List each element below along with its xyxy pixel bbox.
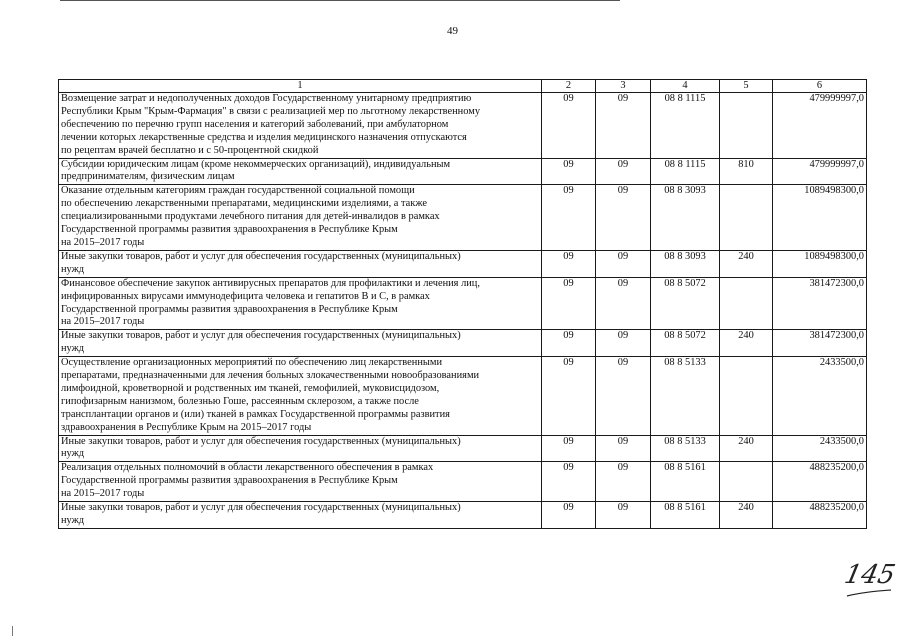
row-subsection-code: 09	[596, 502, 651, 529]
row-expense-type: 240	[720, 250, 773, 277]
table-header-row	[59, 80, 867, 93]
row-amount: 479999997,0	[773, 93, 867, 159]
row-section-code: 09	[542, 277, 596, 330]
handwritten-page-mark	[841, 560, 898, 600]
table-row	[59, 277, 867, 330]
row-expense-type	[720, 462, 773, 502]
table-row	[59, 435, 867, 462]
scan-edge-mark	[12, 626, 13, 636]
row-description: Осуществление организационных мероприятий по обеспечению лиц лекарственными препаратами, предназначенными для лечения больных злокачественными новообразованиями лимфоидной, кроветворной и родственных им тканей, гемофилией, муковисцидозом, гипофизарным нанизмом, болезнью Гоше, рассеянным склерозом, а также после трансплантации органов и (или) тканей в рамках Государственной программы развития здравоохранения в Республике Крым на 2015–2017 годы	[59, 357, 542, 435]
row-section-code: 09	[542, 250, 596, 277]
row-section-code: 09	[542, 330, 596, 357]
column-header-2: 2	[542, 80, 596, 93]
row-description: Реализация отдельных полномочий в области лекарственного обеспечения в рамках Государственной программы развития здравоохранения в Республике Крым на 2015–2017 годы	[59, 462, 542, 502]
row-expense-type: 810	[720, 158, 773, 185]
table-row	[59, 357, 867, 435]
row-amount: 488235200,0	[773, 462, 867, 502]
row-target-article: 08 8 5133	[651, 357, 720, 435]
row-amount: 381472300,0	[773, 277, 867, 330]
table-row	[59, 185, 867, 251]
row-subsection-code: 09	[596, 330, 651, 357]
row-expense-type: 240	[720, 330, 773, 357]
column-header-3: 3	[596, 80, 651, 93]
table-row	[59, 462, 867, 502]
row-section-code: 09	[542, 158, 596, 185]
row-description: Иные закупки товаров, работ и услуг для обеспечения государственных (муниципальных) нужд	[59, 330, 542, 357]
row-expense-type	[720, 185, 773, 251]
row-description: Иные закупки товаров, работ и услуг для обеспечения государственных (муниципальных) нужд	[59, 502, 542, 529]
row-target-article: 08 8 5161	[651, 502, 720, 529]
table-row	[59, 250, 867, 277]
row-subsection-code: 09	[596, 357, 651, 435]
row-section-code: 09	[542, 357, 596, 435]
row-target-article: 08 8 1115	[651, 158, 720, 185]
row-subsection-code: 09	[596, 277, 651, 330]
row-expense-type: 240	[720, 435, 773, 462]
row-amount: 2433500,0	[773, 435, 867, 462]
row-description: Субсидии юридическим лицам (кроме некоммерческих организаций), индивидуальным предпринимателям, физическим лицам	[59, 158, 542, 185]
column-header-4: 4	[651, 80, 720, 93]
row-section-code: 09	[542, 462, 596, 502]
row-section-code: 09	[542, 435, 596, 462]
page-top-rule	[60, 0, 620, 1]
signature-underline-icon	[845, 560, 895, 600]
row-amount: 1089498300,0	[773, 250, 867, 277]
row-expense-type: 240	[720, 502, 773, 529]
row-amount: 488235200,0	[773, 502, 867, 529]
row-description: Иные закупки товаров, работ и услуг для обеспечения государственных (муниципальных) нужд	[59, 250, 542, 277]
row-expense-type	[720, 357, 773, 435]
row-section-code: 09	[542, 185, 596, 251]
row-amount: 479999997,0	[773, 158, 867, 185]
row-target-article: 08 8 5072	[651, 277, 720, 330]
row-description: Финансовое обеспечение закупок антивирусных препаратов для профилактики и лечения лиц, инфицированных вирусами иммунодефицита человека и гепатитов B и C, в рамках Государственной программы развития здравоохранения в Республике Крым на 2015–2017 годы	[59, 277, 542, 330]
row-amount: 381472300,0	[773, 330, 867, 357]
row-subsection-code: 09	[596, 462, 651, 502]
row-target-article: 08 8 5133	[651, 435, 720, 462]
row-target-article: 08 8 5161	[651, 462, 720, 502]
row-target-article: 08 8 3093	[651, 185, 720, 251]
handwritten-page-mark-text: 145	[841, 560, 898, 590]
column-header-1: 1	[59, 80, 542, 93]
row-description: Оказание отдельным категориям граждан государственной социальной помощи по обеспечению лекарственными препаратами, медицинскими изделиями, а также специализированными продуктами лечебного питания для детей-инвалидов в рамках Государственной программы развития здравоохранения в Республике Крым на 2015–2017 годы	[59, 185, 542, 251]
row-description: Иные закупки товаров, работ и услуг для обеспечения государственных (муниципальных) нужд	[59, 435, 542, 462]
row-target-article: 08 8 3093	[651, 250, 720, 277]
row-amount: 1089498300,0	[773, 185, 867, 251]
table-row	[59, 93, 867, 159]
row-subsection-code: 09	[596, 158, 651, 185]
row-subsection-code: 09	[596, 435, 651, 462]
column-header-5: 5	[720, 80, 773, 93]
page-number: 49	[447, 25, 458, 37]
row-target-article: 08 8 1115	[651, 93, 720, 159]
row-subsection-code: 09	[596, 250, 651, 277]
row-description: Возмещение затрат и недополученных доходов Государственному унитарному предприятию Республики Крым "Крым-Фармация" в связи с реализацией мер по льготному лекарственному обеспечению по перечню групп населения и категорий заболеваний, при амбулаторном лечении которых лекарственные средства и изделия медицинского назначения отпускаются по рецептам врачей бесплатно и с 50-процентной скидкой	[59, 93, 542, 159]
row-section-code: 09	[542, 502, 596, 529]
table-row	[59, 330, 867, 357]
budget-table	[58, 79, 867, 529]
table-row	[59, 158, 867, 185]
row-expense-type	[720, 93, 773, 159]
row-subsection-code: 09	[596, 185, 651, 251]
column-header-6: 6	[773, 80, 867, 93]
row-section-code: 09	[542, 93, 596, 159]
row-subsection-code: 09	[596, 93, 651, 159]
table-row	[59, 502, 867, 529]
row-amount: 2433500,0	[773, 357, 867, 435]
row-target-article: 08 8 5072	[651, 330, 720, 357]
row-expense-type	[720, 277, 773, 330]
